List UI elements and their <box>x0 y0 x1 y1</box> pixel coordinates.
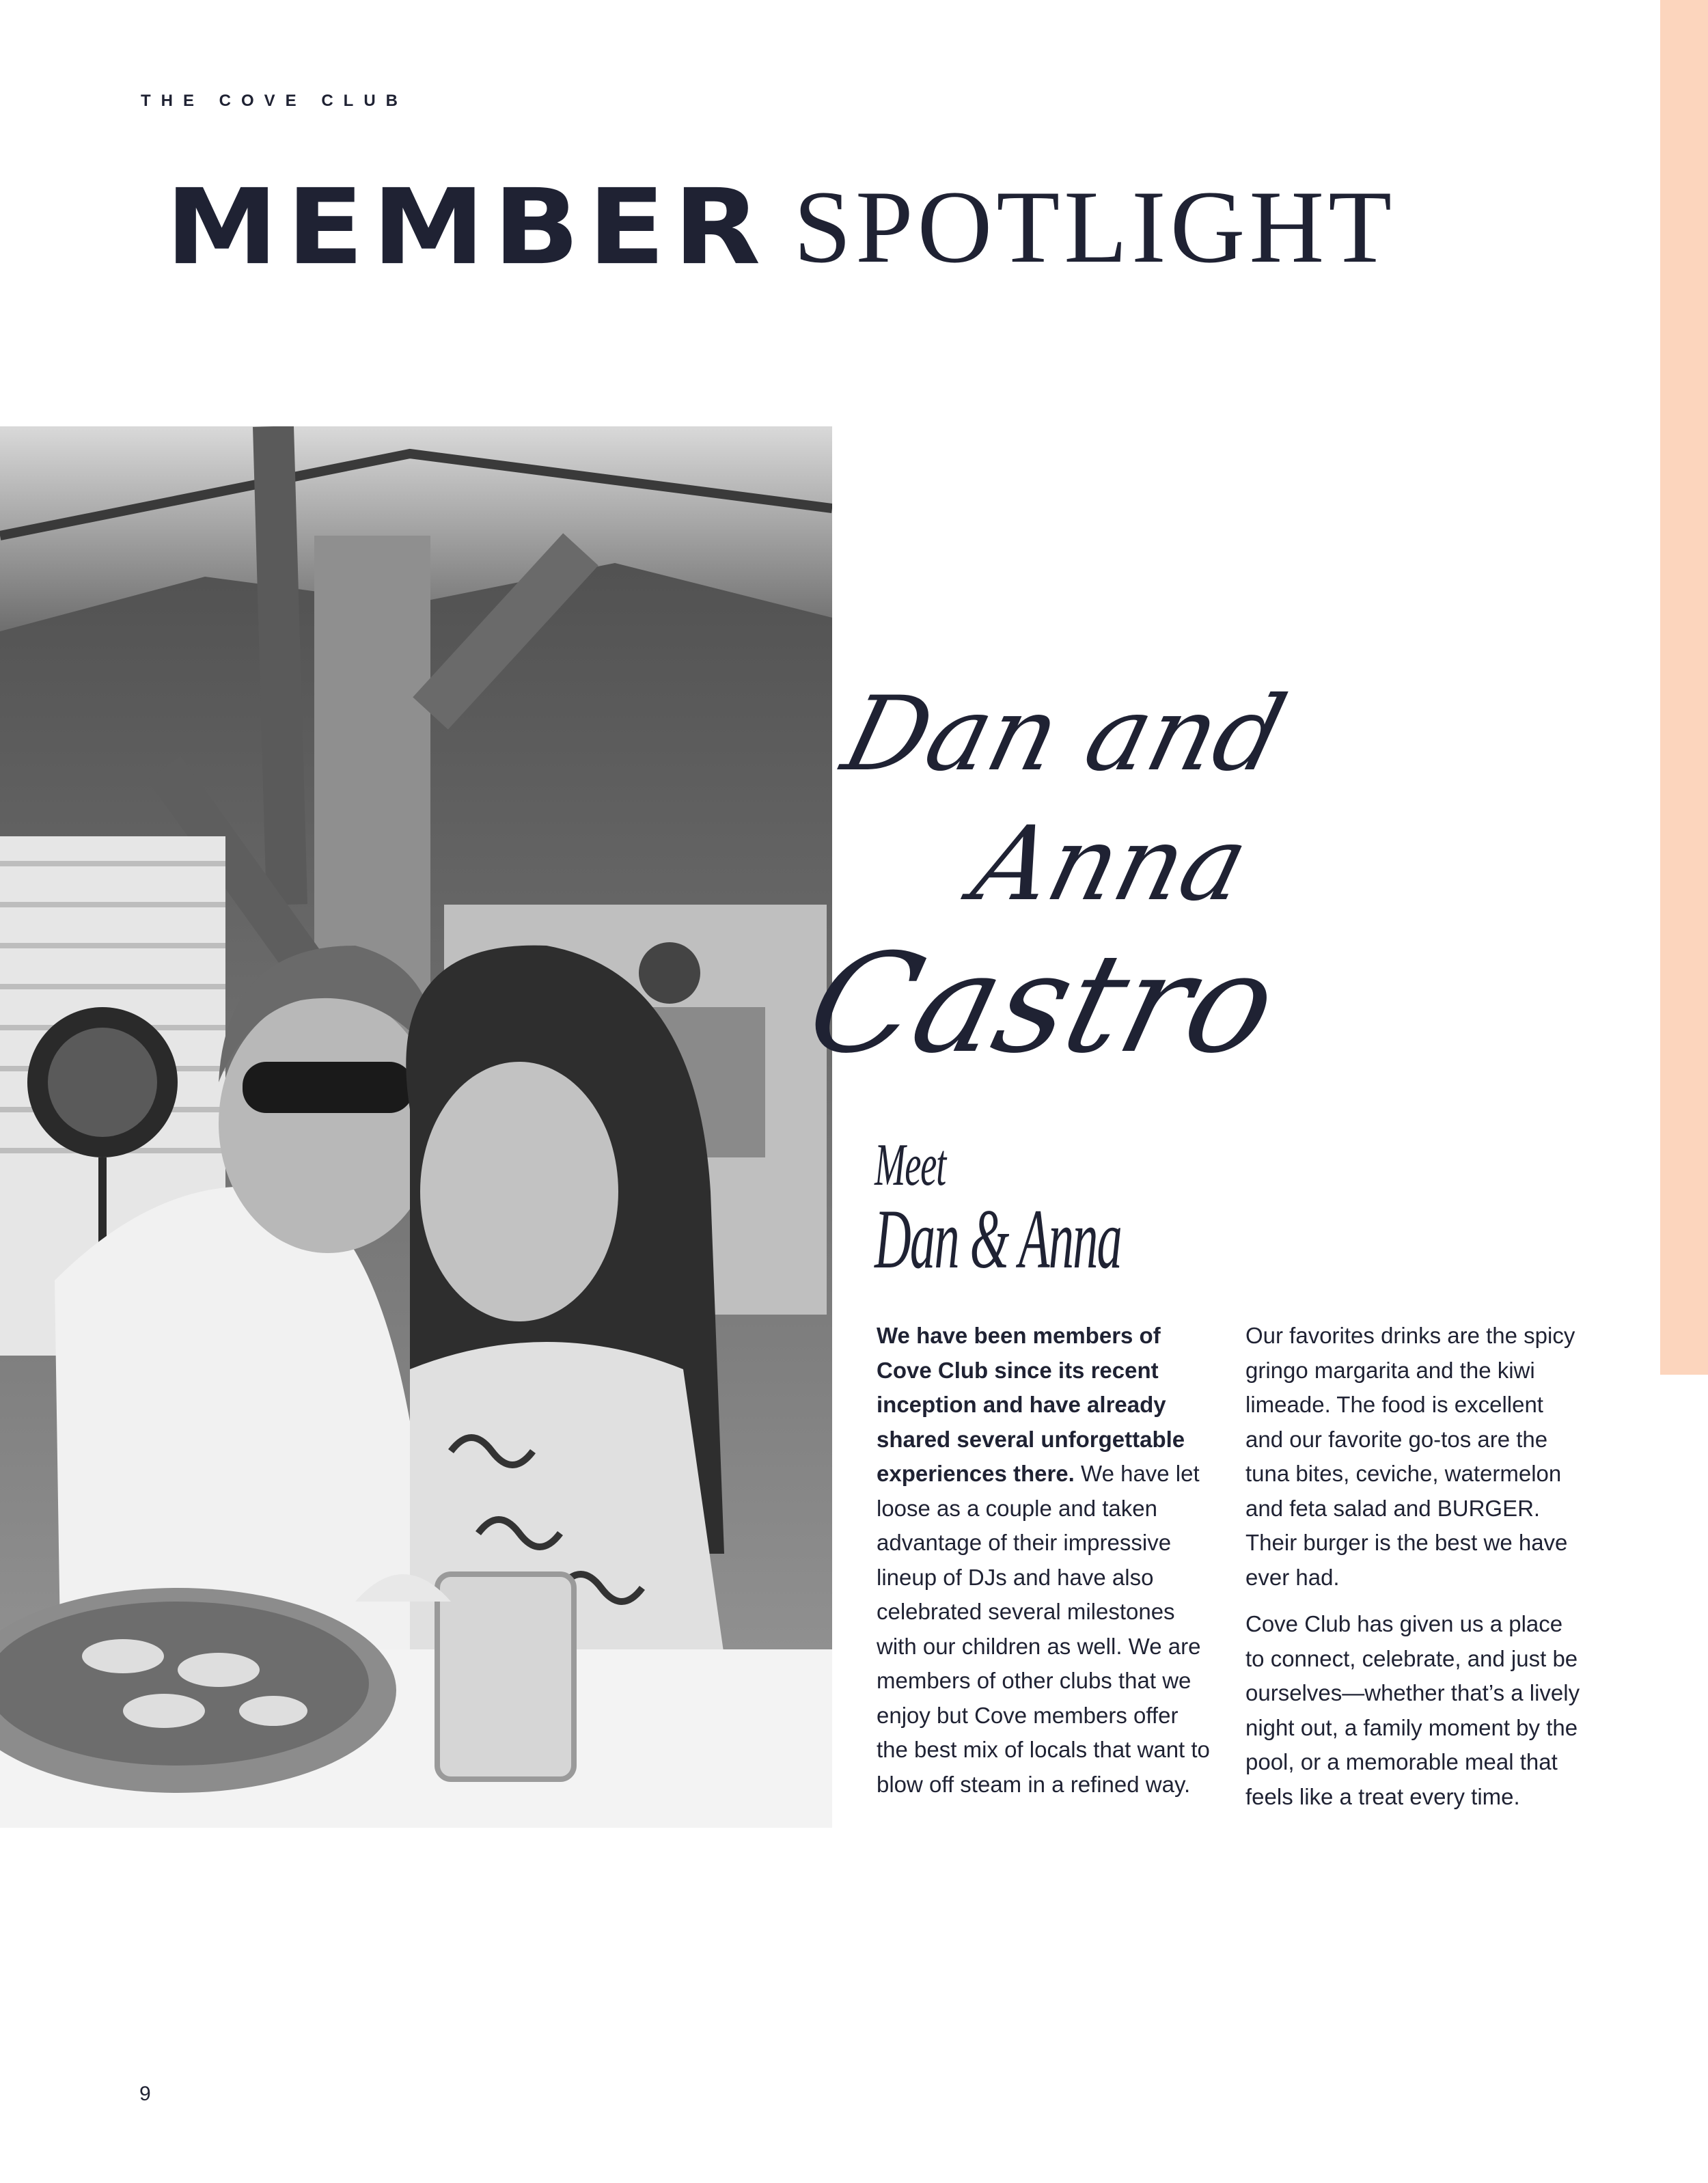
article-paragraph: Our favorites drinks are the spicy gringo margarita and the kiwi limeade. The food is excellent and our favorite go-tos are the tuna bites, ceviche, watermelon and feta salad and BURGER. Their burger is the best we have ever had. <box>1245 1323 1575 1590</box>
article-body: We have let loose as a couple and taken advantage of their impressive lineup of DJs and have also celebrated several milestones with our children as well. We are members of other clubs that we enjoy but Cove members offer the best mix of locals that want to blow off steam in a refined way. <box>877 1461 1210 1797</box>
member-name-script <box>793 670 1421 1121</box>
article-column-right <box>1245 1319 1580 1826</box>
page-title-bold: MEMBER <box>165 167 769 288</box>
page-title <box>165 167 1396 288</box>
script-line-surname: Castro <box>793 924 1292 1084</box>
article-column-left <box>877 1319 1211 1814</box>
article-lead: We have been members of Cove Club since its recent inception and have already shared several unforgettable experiences there. <box>877 1323 1185 1486</box>
page-title-light: SPOTLIGHT <box>793 169 1396 284</box>
article-paragraph: Cove Club has given us a place to connect, celebrate, and just be ourselves—whether that’s a lively night out, a family moment by the pool, or a memorable meal that feels like a treat every time. <box>1245 1611 1580 1809</box>
member-photo-illustration <box>0 426 832 1828</box>
publication-name: THE COVE CLUB <box>141 92 409 110</box>
meet-label: Meet <box>874 1132 946 1198</box>
page-number: 9 <box>139 2083 151 2105</box>
script-line-second: Anna <box>962 805 1259 924</box>
accent-strip <box>1660 0 1708 1375</box>
script-line-first: Dan and <box>832 675 1297 794</box>
article-paragraph <box>877 1319 1211 1802</box>
meet-names: Dan & Anna <box>874 1192 1121 1287</box>
member-photo <box>0 426 832 1828</box>
meet-heading <box>874 1132 1286 1287</box>
